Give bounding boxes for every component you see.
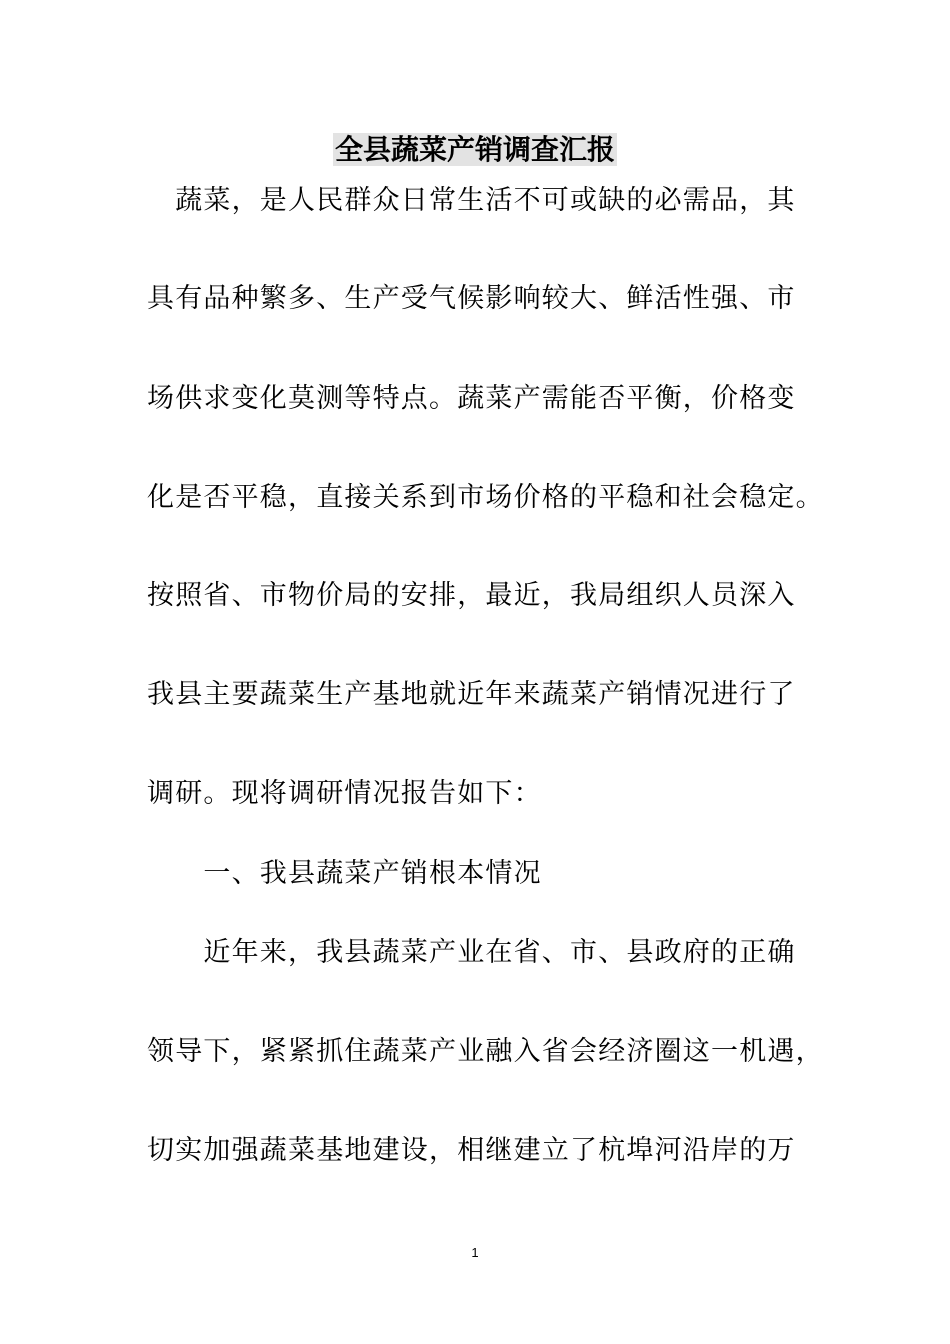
body-line-9: 近年来，我县蔬菜产业在省、市、县政府的正确 (147, 937, 796, 968)
section-heading-1: 一、我县蔬菜产销根本情况 (147, 858, 542, 889)
body-line-4: 化是否平稳，直接关系到市场价格的平稳和社会稳定。 (147, 482, 824, 513)
page-number: 1 (471, 1245, 479, 1260)
body-line-6: 我县主要蔬菜生产基地就近年来蔬菜产销情况进行了 (147, 679, 796, 710)
document-title (0, 132, 950, 168)
body-line-3: 场供求变化莫测等特点。蔬菜产需能否平衡，价格变 (147, 383, 796, 414)
body-line-2: 具有品种繁多、生产受气候影响较大、鲜活性强、市 (147, 283, 796, 314)
body-line-10: 领导下，紧紧抓住蔬菜产业融入省会经济圈这一机遇， (147, 1036, 824, 1067)
body-line-1: 蔬菜，是人民群众日常生活不可或缺的必需品，其 (147, 185, 796, 216)
document-title-text: 全县蔬菜产销调查汇报 (334, 133, 615, 166)
body-line-7: 调研。现将调研情况报告如下： (147, 778, 542, 809)
body-line-5: 按照省、市物价局的安排，最近，我局组织人员深入 (147, 580, 796, 611)
body-line-11: 切实加强蔬菜基地建设，相继建立了杭埠河沿岸的万 (147, 1135, 796, 1166)
